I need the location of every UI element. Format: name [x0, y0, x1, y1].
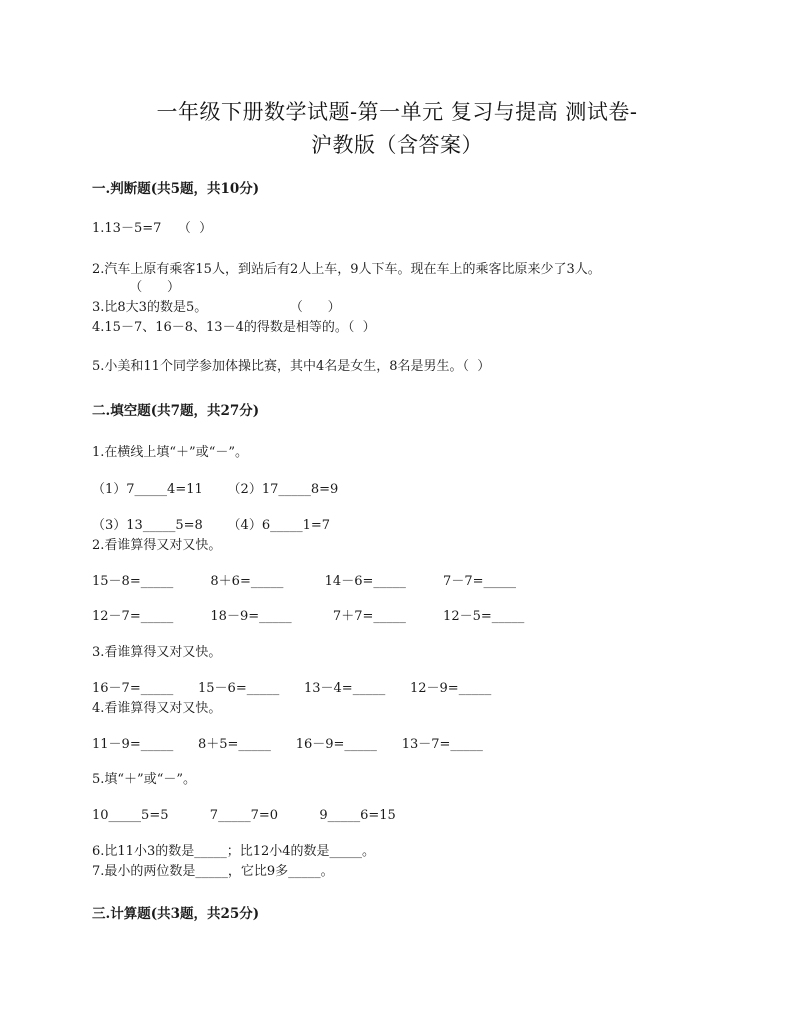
question-2-3: 3.看谁算得又对又快。 — [92, 645, 222, 660]
question-2-4-row: 11－9=_____ 8＋5=_____ 16－9=_____ 13－7=_____ — [92, 737, 483, 752]
doc-title-line1: 一年级下册数学试题-第一单元 复习与提高 测试卷- — [156, 100, 638, 124]
question-2-1-row2: （3）13_____5=8 （4）6_____1=7 — [92, 518, 331, 533]
question-2-5-row: 10_____5=5 7_____7=0 9_____6=15 — [92, 808, 396, 823]
doc-title-line2: 沪教版（含答案） — [311, 133, 483, 157]
question-1-4: 4.15－7、16－8、13－4的得数是相等的。（ ） — [92, 320, 376, 335]
question-1-1: 1.13－5=7 （ ） — [92, 221, 213, 236]
question-1-2: 2.汽车上原有乘客15人，到站后有2人上车，9人下车。现在车上的乘客比原来少了3人。 — [92, 262, 601, 277]
question-1-2-paren: （ ） — [92, 280, 180, 295]
question-1-5: 5.小美和11个同学参加体操比赛，其中4名是女生，8名是男生。（ ） — [92, 359, 491, 374]
section-heading-calc: 三.计算题(共3题，共25分) — [92, 906, 260, 922]
question-2-4: 4.看谁算得又对又快。 — [92, 701, 222, 716]
question-2-1: 1.在横线上填“＋”或“－”。 — [92, 445, 248, 460]
question-2-3-row: 16－7=_____ 15－6=_____ 13－4=_____ 12－9=_____ — [92, 681, 492, 696]
section-heading-judgement: 一.判断题(共5题，共10分) — [92, 181, 260, 197]
section-heading-fill: 二.填空题(共7题，共27分) — [92, 403, 260, 419]
question-2-7: 7.最小的两位数是_____，它比9多_____。 — [92, 864, 334, 879]
question-2-6: 6.比11小3的数是_____；比12小4的数是_____。 — [92, 844, 376, 859]
question-2-1-row1: （1）7_____4=11 （2）17_____8=9 — [92, 482, 339, 497]
question-2-5: 5.填“＋”或“－”。 — [92, 772, 196, 787]
question-2-2: 2.看谁算得又对又快。 — [92, 538, 222, 553]
question-2-2-row2: 12－7=_____ 18－9=_____ 7＋7=_____ 12－5=_____ — [92, 609, 525, 624]
question-1-3: 3.比8大3的数是5。 （ ） — [92, 300, 341, 315]
question-2-2-row1: 15－8=_____ 8＋6=_____ 14－6=_____ 7－7=_____ — [92, 574, 516, 589]
